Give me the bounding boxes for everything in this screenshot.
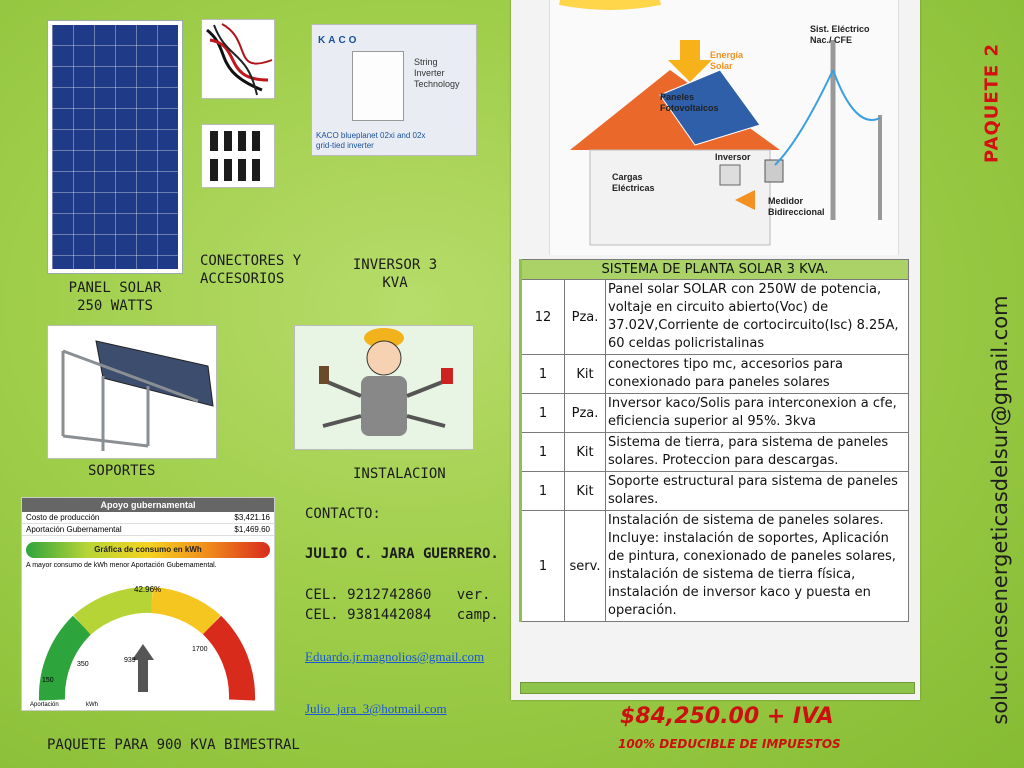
email-link-2[interactable]: Julio_jara_3@hotmail.com <box>305 701 447 716</box>
table-footer-bar <box>520 682 915 694</box>
gauge-pct: 42.96% <box>134 585 162 594</box>
tick-939: 939 <box>124 657 136 664</box>
description-cell: Panel solar SOLAR con 250W de potencia, voltaje en circuito abierto(Voc) de 37.02V,Corriente de cortocircuito(Isc) 8.25A, 60 celdas policristalinas <box>606 280 909 355</box>
cost-row: Costo de producción $3,421.16 <box>22 512 274 524</box>
kaco-tag-1: String <box>414 57 438 67</box>
card-title: Apoyo gubernamental <box>22 498 274 512</box>
install-caption: INSTALACION <box>353 466 446 482</box>
bottom-left-label: Aportación <box>30 702 59 708</box>
qty-cell: 12 <box>521 280 565 355</box>
tick-1700: 1700 <box>192 646 208 653</box>
tick-150: 150 <box>42 677 54 684</box>
email-link-1[interactable]: Eduardo.jr.magnolios@gmail.com <box>305 649 485 664</box>
unit-cell: Kit <box>565 355 606 394</box>
support-row: Aportación Gubernamental $1,469.60 <box>22 524 274 536</box>
inverter-caption: INVERSOR 3 KVA <box>352 257 438 291</box>
label-paneles: Paneles Fotovoltaicos <box>660 92 719 113</box>
mc-connectors-image <box>201 124 275 188</box>
unit-cell: Kit <box>565 433 606 472</box>
label-sist: Sist. Eléctrico Nac./ CFE <box>810 24 870 45</box>
company-email[interactable]: solucionesenergeticasdelsur@gmail.com <box>988 295 1012 725</box>
qty-cell: 1 <box>521 394 565 433</box>
installer-image <box>294 325 474 450</box>
contact-phone-2: CEL. 9381442084 camp. <box>305 607 499 623</box>
description-cell: Sistema de tierra, para sistema de paneles solares. Proteccion para descargas. <box>606 433 909 472</box>
qty-cell: 1 <box>521 433 565 472</box>
government-support-card <box>21 497 275 711</box>
components-table <box>519 259 909 622</box>
label-inversor: Inversor <box>715 152 751 162</box>
kaco-tag-3: Technology <box>414 79 460 89</box>
label-medidor: Medidor Bidireccional <box>768 196 825 217</box>
contact-phone-1: CEL. 9212742860 ver. <box>305 587 491 603</box>
supports-image <box>47 325 217 459</box>
tax-note: 100% DEDUCIBLE DE IMPUESTOS <box>618 737 841 751</box>
label-cargas: Cargas Eléctricas <box>612 172 655 193</box>
kaco-brand: KACO <box>318 35 360 46</box>
qty-cell: 1 <box>521 511 565 622</box>
tick-350: 350 <box>77 661 89 668</box>
package-note: PAQUETE PARA 900 KVA BIMESTRAL <box>47 737 300 753</box>
supports-caption: SOPORTES <box>88 463 156 479</box>
cables-image <box>201 19 275 99</box>
table-row <box>521 394 909 433</box>
table-row <box>521 355 909 394</box>
kaco-footer: KACO blueplanet 02xi and 02x grid-tied inverter <box>316 131 426 150</box>
consumption-gauge <box>22 580 274 710</box>
label-energia: Energía Solar <box>710 50 744 71</box>
description-cell: Soporte estructural para sistema de paneles solares. <box>606 472 909 511</box>
contact-heading: CONTACTO: <box>305 506 381 522</box>
contact-name: JULIO C. JARA GUERRERO. <box>305 546 499 562</box>
consumption-band: Gráfica de consumo en kWh <box>26 542 270 558</box>
qty-cell: 1 <box>521 472 565 511</box>
connectors-caption: CONECTORES Y ACCESORIOS <box>200 253 302 287</box>
table-row <box>521 472 909 511</box>
bottom-mid-label: kWh <box>86 702 98 708</box>
description-cell: Inversor kaco/Solis para interconexion a cfe, eficiencia superior al 95%. 3kva <box>606 394 909 433</box>
unit-cell: Kit <box>565 472 606 511</box>
kaco-tag-2: Inverter <box>414 68 445 78</box>
total-price: $84,250.00 + IVA <box>620 704 834 729</box>
qty-cell: 1 <box>521 355 565 394</box>
table-row <box>521 433 909 472</box>
description-cell: Instalación de sistema de paneles solares. Incluye: instalación de soportes, Aplicación de pintura, conexionado de paneles solares, instalación de sistema de tierra física, instalación de inversor kaco y puesta en operación. <box>606 511 909 622</box>
consumption-note: A mayor consumo de kWh menor Aportación Gubernamental. <box>26 562 217 569</box>
inverter-image <box>311 24 477 156</box>
unit-cell: Pza. <box>565 394 606 433</box>
solar-house-diagram <box>549 0 899 255</box>
table-row <box>521 280 909 355</box>
package-label: PAQUETE 2 <box>981 42 1003 163</box>
table-title: SISTEMA DE PLANTA SOLAR 3 KVA. <box>521 260 909 280</box>
unit-cell: Pza. <box>565 280 606 355</box>
description-cell: conectores tipo mc, accesorios para conexionado para paneles solares <box>606 355 909 394</box>
table-row <box>521 511 909 622</box>
unit-cell: serv. <box>565 511 606 622</box>
solar-panel-image <box>47 20 183 274</box>
panel-caption: PANEL SOLAR 250 WATTS <box>68 280 162 314</box>
